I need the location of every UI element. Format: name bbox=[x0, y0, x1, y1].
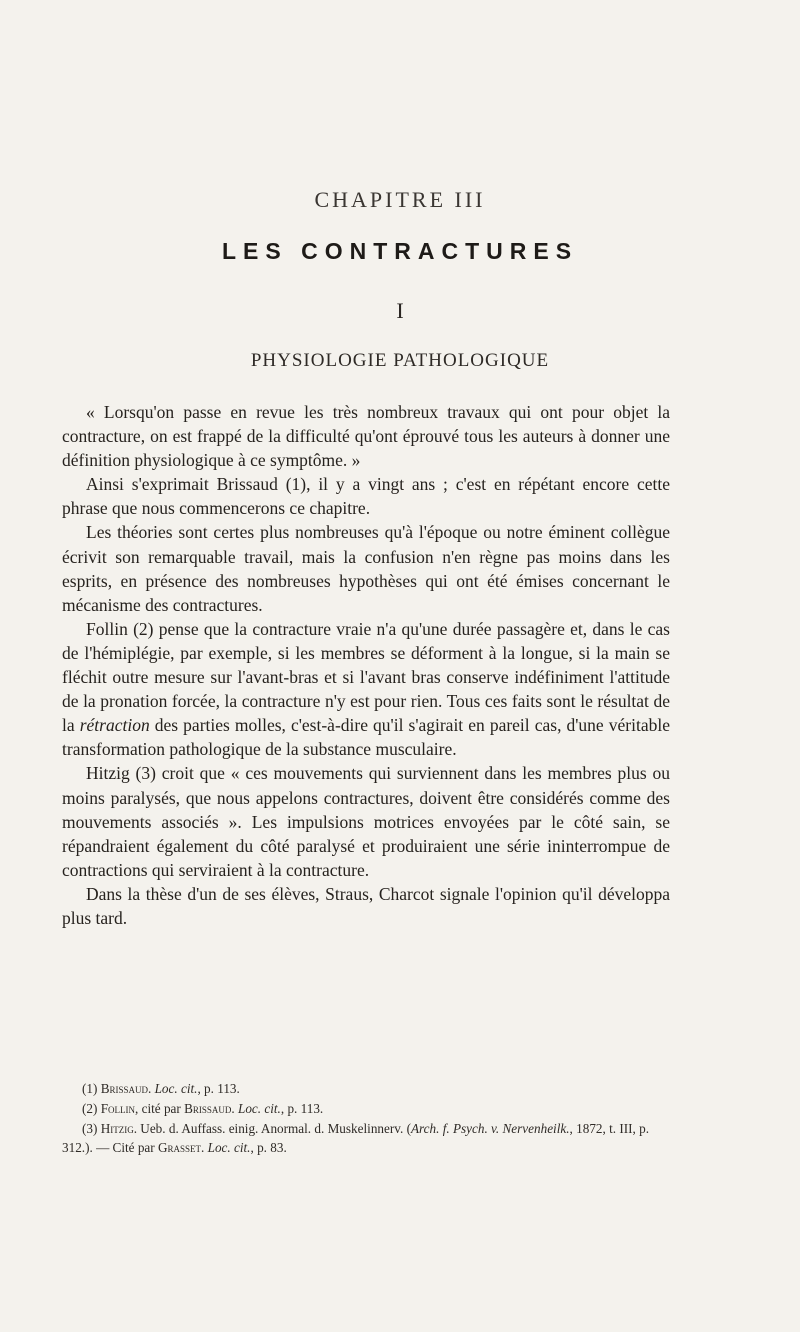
footnote-work: Loc. cit. bbox=[237, 1100, 281, 1116]
follin-text-end: des parties molles, c'est-à-dire qu'il s'agirait en pareil cas, d'une véritable transformation pathologique de la substance musculaire. bbox=[62, 715, 670, 760]
footnote-author-secondary: Brissaud. bbox=[184, 1100, 235, 1116]
footnote-work-secondary: Loc. cit. bbox=[207, 1140, 251, 1156]
body-text bbox=[62, 400, 670, 930]
footnote-author-secondary: Grasset. bbox=[157, 1140, 205, 1156]
paragraph-quote: « Lorsqu'on passe en revue les très nombreux travaux qui ont pour objet la contracture, on est frappé de la difficulté qu'ont éprouvé tous les auteurs à donner une définition physiologique à ce symptôme. » bbox=[62, 402, 670, 471]
footnote-1 bbox=[62, 1079, 670, 1099]
footnote-marker: (1) bbox=[82, 1081, 98, 1096]
footnote-rest: , 1872, t. III, p. 312.). — Cité par bbox=[62, 1120, 650, 1156]
paragraph-follin bbox=[62, 617, 670, 762]
paragraph-charcot: Dans la thèse d'un de ses élèves, Straus, Charcot signale l'opinion qu'il développa plus tard. bbox=[62, 883, 670, 928]
follin-text-start: Follin (2) pense que la contracture vraie n'a qu'une durée passagère et, dans le cas de l'hémiplégie, par exemple, si les membres se déforment à la longue, si la main se fléchit outre mesure sur l'avant-bras et si l'avant bras conserve indéfiniment l'attitude de la pronation forcée, la contracture n'y est pour rien. Tous ces faits sont le résultat de la bbox=[62, 618, 670, 736]
footnote-middle: cité par bbox=[138, 1100, 185, 1116]
footnote-author: Hitzig. bbox=[100, 1120, 137, 1136]
paragraph-theories: Les théories sont certes plus nombreuses qu'à l'époque ou notre éminent collègue écrivit son remarquable travail, mais la confusion n'en règne pas moins dans les esprits, en présence des nombreuses hypothèses qui ont été émises concernant le mécanisme des contractures. bbox=[62, 522, 670, 615]
paragraph-brissaud: Ainsi s'exprimait Brissaud (1), il y a vingt ans ; c'est en répétant encore cette phrase que nous commencerons ce chapitre. bbox=[62, 474, 670, 519]
footnote-rest: , p. 113. bbox=[197, 1081, 240, 1096]
chapter-title: LES CONTRACTURES bbox=[221, 238, 579, 264]
footnote-middle: Ueb. d. Auffass. einig. Anormal. d. Muskelinnerv. ( bbox=[137, 1120, 411, 1136]
chapter-label: CHAPITRE III bbox=[314, 187, 486, 212]
footnote-work: Loc. cit. bbox=[154, 1081, 198, 1096]
section-number: I bbox=[396, 298, 404, 323]
footnote-rest-secondary: , p. 83. bbox=[250, 1140, 287, 1156]
section-title: PHYSIOLOGIE PATHOLOGIQUE bbox=[250, 350, 550, 371]
footnote-marker: (2) bbox=[82, 1100, 98, 1116]
footnote-work: Arch. f. Psych. v. Nervenheilk. bbox=[410, 1120, 570, 1136]
follin-emphasis: rétraction bbox=[79, 715, 150, 736]
footnote-3 bbox=[62, 1119, 670, 1159]
footnote-rest: , p. 113. bbox=[280, 1100, 324, 1116]
footnotes bbox=[62, 1079, 670, 1158]
footnote-2 bbox=[62, 1099, 670, 1119]
footnote-author: Follin, bbox=[100, 1100, 139, 1116]
footnote-marker: (3) bbox=[82, 1120, 98, 1136]
footnote-author: Brissaud. bbox=[100, 1081, 152, 1096]
paragraph-hitzig: Hitzig (3) croit que « ces mouvements qui surviennent dans les membres plus ou moins paralysés, que nous appelons contractures, doivent être considérés comme des mouvements associés ». Les impulsions motrices envoyées par le côté sain, se répandraient également du côté paralysé et produiraient une série ininterrompue de contractions qui serviraient à la contracture. bbox=[62, 763, 670, 880]
